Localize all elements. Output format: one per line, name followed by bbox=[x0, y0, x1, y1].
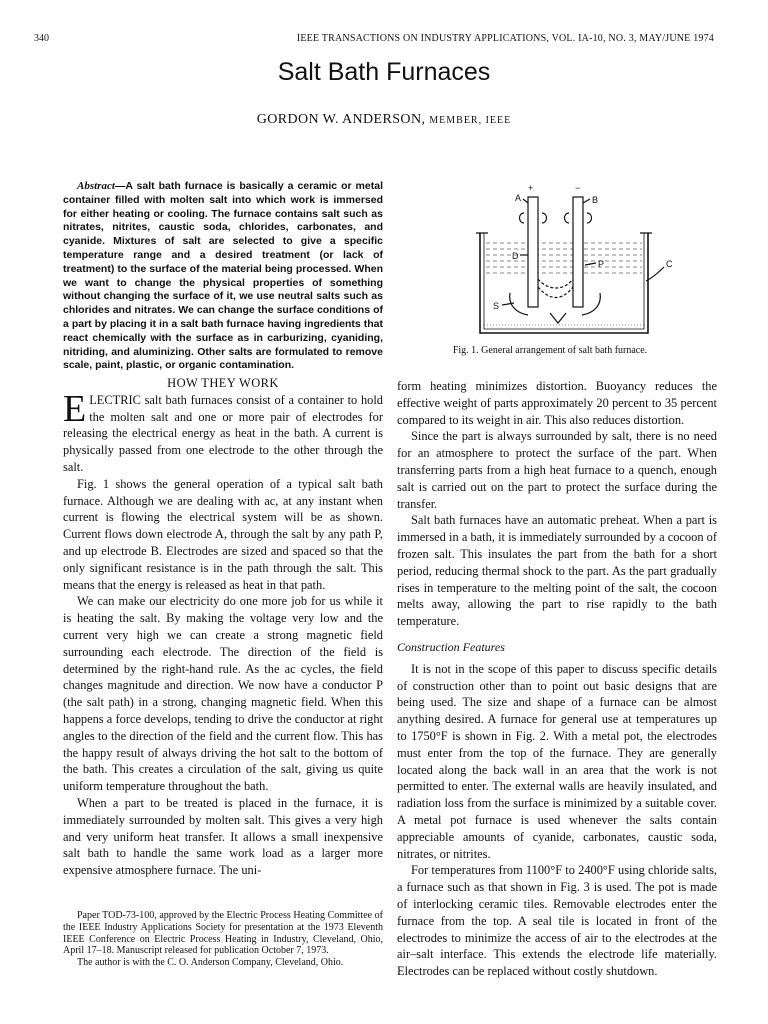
author-membership: MEMBER, IEEE bbox=[429, 115, 512, 126]
salt-s-label: S bbox=[493, 301, 500, 311]
figure-salt-bath-furnace bbox=[440, 183, 690, 343]
section-heading: HOW THEY WORK bbox=[167, 376, 279, 390]
author-name: GORDON W. ANDERSON, bbox=[256, 112, 426, 127]
plus-label: + bbox=[528, 183, 534, 193]
author-line bbox=[0, 112, 768, 128]
paper-title: Salt Bath Furnaces bbox=[277, 58, 491, 86]
paragraph: When a part to be treated is placed in the furnace, it is immediately surrounded by molten salt. This gives a very high and very uniform heat transfer. It allows a small inexpensive salt bath to handle the same work load as a larger more expensive atmosphere furnace. The uni- bbox=[63, 795, 383, 878]
electrode-b-label: B bbox=[592, 195, 599, 205]
abstract-text: —A salt bath furnace is basically a ceramic or metal container filled with molten salt into which work is immersed for either heating or cooling. The furnace contains salt such as nitrates, nitrites, caustic soda, chlorides, carbonates, and cyanide. Mixtures of salt are selected to give a specific temperature range and a desired treatment (or lack of treatment) to the surface of the material being processed. When we want to change the physical properties of something without changing the surface of it, we use neutral salts such as chlorides and nitrates. We can change the surface conditions of a part by placing it in a salt bath furnace having ingredients that react chemically with the surface as in carburizing, cyaniding, nitriding, and aluminizing. Other salts are formulated to remove scale, paint, plastic, or organic contamination. bbox=[63, 180, 383, 372]
path-p-label: P bbox=[598, 259, 605, 269]
footnote bbox=[63, 910, 383, 969]
column-right bbox=[397, 378, 717, 980]
minus-label: − bbox=[575, 183, 581, 193]
paragraph: form heating minimizes distortion. Buoyancy reduces the effective weight of parts approximately 20 percent to 35 percent compared to its weight in air. This also reduces distortion. bbox=[397, 379, 717, 427]
paragraph: Salt bath furnaces have an automatic preheat. When a part is immersed in a bath, it is immediately surrounded by a cocoon of frozen salt. This insulates the part from the bath for a short period, reducing thermal shock to the part. As the part gradually rises in temperature to the melting point of the salt, the cocoon melts away, allowing the part to rise rapidly to the bath temperature. bbox=[397, 513, 717, 629]
column-left bbox=[63, 375, 383, 879]
subsection-heading: Construction Features bbox=[397, 639, 505, 654]
paragraph: For temperatures from 1100°F to 2400°F using chloride salts, a furnace such as that shown in Fig. 3 is used. The pot is made of interlocking ceramic tiles. Removable electrodes enter the furnace from the top. A seal tile is located in front of the electrodes to minimize the access of air to the electrodes at the air–salt interface. This extends the electrode life materially. Electrodes can be replaced without costly shutdown. bbox=[397, 863, 717, 979]
figure-caption: Fig. 1. General arrangement of salt bath furnace. bbox=[452, 345, 648, 356]
paragraph: LECTRIC salt bath furnaces consist of a container to hold the molten salt and one or more pair of electrodes for releasing the electrical energy as heat in the bath. A current is physically passed from one electrode to the other through the salt. bbox=[63, 392, 383, 474]
paragraph: Fig. 1 shows the general operation of a typical salt bath furnace. Although we are dealing with ac, at any instant when current is flowing the electrical system will be as shown. Current flows down electrode A, through the salt by any path P, and up electrode B. Electrodes are sized and spaced so that the only significant resistance is in the path through the salt. This means that the energy is released as heat in that path. bbox=[63, 476, 383, 592]
container-c-label: C bbox=[666, 259, 673, 269]
drop-cap: E bbox=[63, 387, 87, 430]
abstract-label: Abstract bbox=[77, 180, 115, 192]
electrode-a-label: A bbox=[515, 193, 522, 203]
page-number: 340 bbox=[34, 33, 49, 44]
paragraph: It is not in the scope of this paper to discuss specific details of construction other than to point out basic designs that are being used. The size and shape of a furnace can be almost anything desired. A furnace for general use at temperatures up to 1750°F is shown in Fig. 2. With a metal pot, the electrodes must enter from the top of the furnace. They are generally located along the back wall in an area that the work is not permitted to enter. The external walls are heavily insulated, and radiation loss from the surface is minimized by a suitable cover. A metal pot furnace is used whenever the salts contain appreciable amounts of cyanide, carbonates, caustic soda, nitrates, or nitrites. bbox=[397, 661, 717, 861]
footnote-author-affiliation: The author is with the C. O. Anderson Company, Cleveland, Ohio. bbox=[77, 957, 344, 969]
running-head: IEEE TRANSACTIONS ON INDUSTRY APPLICATIONS, VOL. IA-10, NO. 3, MAY/JUNE 1974 bbox=[296, 33, 714, 44]
paragraph: Since the part is always surrounded by salt, there is no need for an atmosphere to protect the surface of the part. When transferring parts from a high heat furnace to a quench, enough salt is carried out on the part to protect the surface during the transfer. bbox=[397, 429, 717, 511]
d-label: D bbox=[512, 251, 519, 261]
paragraph: We can make our electricity do one more job for us while it is heating the salt. By making the voltage very low and the current very high we can create a strong magnetic field surrounding each electrode. The direction of the field is determined by the right-hand rule. As the ac cycles, the field changes magnitude and direction. We now have a conductor P (the salt path) in a strong, changing magnetic field. When this happens a force develops, tending to drive the conductor at right angles to the direction of the field and the current flow. This has the happy result of always driving the hot salt to the bottom of the bath. This creates a circulation of the salt, giving us quite uniform temperature throughout the bath. bbox=[63, 594, 383, 794]
abstract bbox=[63, 180, 383, 373]
footnote-paper-info: Paper TOD-73-100, approved by the Electric Process Heating Committee of the IEEE Industry Applications Society for presentation at the 1973 Eleventh IEEE Conference on Electric Process Heating in Industry, Cleveland, Ohio, April 17–18. Manuscript released for publication October 7, 1973. bbox=[63, 910, 383, 957]
